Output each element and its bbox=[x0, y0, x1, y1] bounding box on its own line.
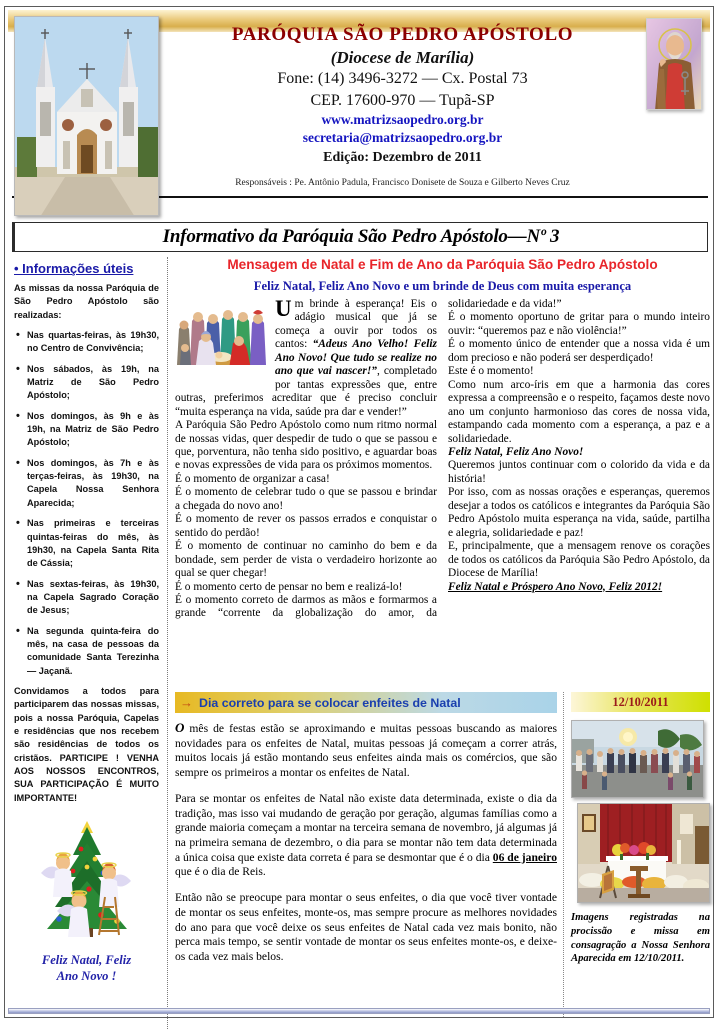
photo-caption: Imagens registradas na procissão e missa em consagração a Nossa Senhora Aparecida em 12/10/2011. bbox=[571, 912, 710, 965]
message-paragraph: Queremos juntos continuar com o colorido da vida e da história! bbox=[448, 459, 710, 485]
message-paragraph: É o momento oportuno de gritar para o mundo inteiro ouvir: “queremos paz e não violência!” bbox=[448, 311, 710, 337]
article-section-header bbox=[175, 692, 557, 713]
message-paragraph: É o momento de rever os passos errados e conquistar o sentido do perdão! bbox=[175, 513, 437, 539]
article-date-emphasis: 06 de janeiro bbox=[492, 850, 557, 864]
christmas-message-body bbox=[175, 298, 710, 684]
diocese-subtitle: (Diocese de Marília) bbox=[330, 47, 475, 67]
msg-p1-quote: “Adeus Ano Velho! Feliz Ano Novo! Que tudo se realize no ano que vai nascer!” bbox=[275, 338, 437, 378]
newsletter-header bbox=[8, 10, 710, 222]
informativo-banner bbox=[12, 222, 708, 252]
message-paragraph-emphasis: Feliz Natal, Feliz Ano Novo! bbox=[448, 445, 584, 458]
church-altar-flowers-photo bbox=[577, 803, 710, 903]
article-column bbox=[175, 692, 564, 1017]
list-item: • Nos domingos, às 7h e às terças-feiras, às 19h30, na Capela Nossa Senhora Aparecida; bbox=[25, 457, 159, 510]
message-closing-emphasis: Feliz Natal e Próspero Ano Novo, Feliz 2012! bbox=[448, 580, 663, 593]
procession-crowd-photo bbox=[571, 720, 704, 798]
article-p2a: Para se montar os enfeites de Natal não existe data determinada, existe o dia da tradição, mas isso vai mudando de geração por geração, algumas famílias como a grande maioria começam a montar na terceira semana de novembro, já algumas já na primeira semana de dezembro, o dia para se montar não tem data determinada a única coisa que existe data correta é para se desmontar que é o dia bbox=[175, 791, 557, 864]
saint-peter-icon-photo bbox=[646, 18, 702, 110]
tree-caption-line2: Ano Novo ! bbox=[56, 969, 117, 984]
parish-title: PARÓQUIA SÃO PEDRO APÓSTOLO bbox=[231, 24, 574, 45]
list-item: • Nos domingos, às 9h e às 19h, na Matriz de São Pedro Apóstolo; bbox=[25, 410, 159, 450]
message-paragraph: Este é o momento! bbox=[448, 365, 534, 378]
church-facade-photo bbox=[14, 16, 159, 216]
website-link[interactable]: www.matrizsaopedro.org.br bbox=[321, 112, 484, 128]
cep-line: CEP. 17600-970 — Tupã-SP bbox=[310, 91, 495, 109]
phone-line: Fone: (14) 3496-3272 — Cx. Postal 73 bbox=[277, 69, 528, 87]
christmas-tree-block bbox=[14, 815, 159, 985]
second-section bbox=[175, 692, 710, 1017]
arrow-right-icon: → bbox=[180, 694, 193, 710]
article-dropcap: O bbox=[175, 720, 185, 735]
message-paragraph: É o momento certo de pensar no bem e realizá-lo! bbox=[175, 580, 403, 593]
main-column bbox=[168, 257, 710, 1029]
list-item: • Na segunda quinta-feira do mês, na casa de pessoas da comunidade Santa Terezinha — Jaçanã. bbox=[25, 625, 159, 678]
sidebar-intro: As missas da nossa Paróquia de São Pedro Apóstolo são realizadas: bbox=[14, 283, 159, 320]
edition-label: Edição: Dezembro de 2011 bbox=[323, 149, 482, 165]
mass-schedule-list bbox=[14, 329, 159, 678]
sidebar-closing: Convidamos a todos para participarem das nossas missas, pois a nossa Paróquia, Capelas e residências que nos recebem são residências de todos os cristãos. PARTICIPE ! VENHA AOS NOSSOS ENCONTROS, SUA PARTICIPAÇÃO É MUITO IMPORTANTE! bbox=[14, 685, 159, 803]
message-paragraph: É o momento de celebrar tudo o que se passou e brindar a chegada do novo ano! bbox=[175, 486, 437, 512]
christmas-tree-with-angels-image bbox=[27, 815, 147, 943]
message-paragraph: É o momento de organizar a casa! bbox=[175, 472, 330, 485]
message-paragraph: Como num arco-íris em que a harmonia das cores expressa a compreensão e o respeito, façamos deste novo ano um conjunto harmonioso das cores de nossa vida, estampando cada momento com a esperança, a paz e a solidariedade. bbox=[448, 378, 710, 445]
message-title: Mensagem de Natal e Fim de Ano da Paróquia São Pedro Apóstolo bbox=[227, 257, 658, 272]
article-paragraph: Então não se preocupe para montar o seus enfeites, o dia que você tiver vontade de montar os seus enfeites, monte-os, mas sempre procure as melhores novidades do ano para que você deixe os seus enfeites de Natal cada vez mais bonito, não perca mais tempo, se sentir vontade de montar os seus enfeites monte-os, e deixe-os cada vez mais belos. bbox=[175, 891, 557, 964]
article-title: Dia correto para se colocar enfeites de Natal bbox=[199, 695, 461, 710]
message-paragraph: É o momento único de entender que a nossa vida é um dom precioso e não poderá ser desperdiçado! bbox=[448, 338, 710, 364]
content-area bbox=[8, 257, 710, 1029]
tree-caption bbox=[14, 952, 159, 985]
list-item: • Nos sábados, às 19h, na Matriz de São Pedro Apóstolo; bbox=[25, 363, 159, 403]
photo-date-badge: 12/10/2011 bbox=[571, 692, 710, 712]
article-paragraph bbox=[175, 792, 557, 880]
message-paragraph: É o momento de continuar no caminho do bem e da bondade, sem perder de vista o verdadeiro horizonte ao qual se quer chegar! bbox=[175, 540, 437, 580]
footer-rule bbox=[8, 1008, 710, 1014]
tree-caption-line1: Feliz Natal, Feliz bbox=[41, 953, 132, 968]
list-item: • Nas sextas-feiras, às 19h30, na Capela Sagrado Coração de Jesus; bbox=[25, 578, 159, 618]
sidebar-heading: • Informações úteis bbox=[14, 261, 134, 276]
article-p1: mês de festas estão se aproximando e muitas pessoas buscando as maiores novidades para os enfeites de Natal, muitas pessoas já começam a correr atrás, muitos locais já estão montando seus enfeites ainda mais os comércios, que são sempre os primeiros a montar os enfeites de Natal. bbox=[175, 722, 557, 780]
photo-column bbox=[564, 692, 710, 1017]
message-paragraph: Por isso, com as nossas orações e esperanças, queremos desejar a todos os católicos e integrantes da Paróquia São Pedro Apóstolo muita esperança na vida, saúde, partilha e alegria, solidariedade e paz! bbox=[448, 486, 710, 539]
responsaveis-line: Responsáveis : Pe. Antônio Padula, Francisco Donisete de Souza e Gilberto Neves Cruz bbox=[235, 177, 570, 188]
list-item: • Nas primeiras e terceiras quintas-feiras do mês, às 19h30, na Capela Santa Rita de Cássia; bbox=[25, 517, 159, 570]
msg-p1b: , completado por tantas expressões que, entre outras, preferimos acreditar que é preciso concluir “muita esperança na vida, saúde pra dar e vender!” bbox=[175, 365, 437, 418]
message-paragraph: E, principalmente, que a mensagem renove os corações de todos os católicos da Paróquia São Pedro Apóstolo, da Diocese de Marília! bbox=[448, 540, 710, 580]
header-text-block bbox=[159, 10, 646, 222]
message-subtitle: Feliz Natal, Feliz Ano Novo e um brinde de Deus com muita esperança bbox=[253, 279, 632, 293]
msg-p1a: m brinde à esperança! Eis o adágio musical que já se começa a ouvir por todos os cantos: bbox=[275, 298, 437, 351]
email-link[interactable]: secretaria@matrizsaopedro.org.br bbox=[302, 129, 503, 145]
article-paragraph bbox=[175, 720, 557, 781]
message-dropcap: U bbox=[275, 296, 292, 321]
message-paragraph: É o momento correto de darmos as mãos e formarmos a grande “corrente da globalização do amor, da solidariedade e da vida!” bbox=[175, 298, 562, 620]
nativity-scene-illustration bbox=[175, 299, 270, 381]
message-paragraph: A Paróquia São Pedro Apóstolo como num ritmo normal de nossas vidas, quer despedir de tudo o que se passou e que, porventura, não tenha sido positivo, e aguardar boas e novas expressões de vida para os próximos momentos. bbox=[175, 419, 437, 472]
article-p2b: que é o dia de Reis. bbox=[175, 865, 266, 879]
list-item: • Nas quartas-feiras, às 19h30, no Centro de Convivência; bbox=[25, 329, 159, 356]
sidebar bbox=[8, 257, 168, 1029]
banner-text: Informativo da Paróquia São Pedro Apóstolo—Nº 3 bbox=[162, 226, 560, 247]
